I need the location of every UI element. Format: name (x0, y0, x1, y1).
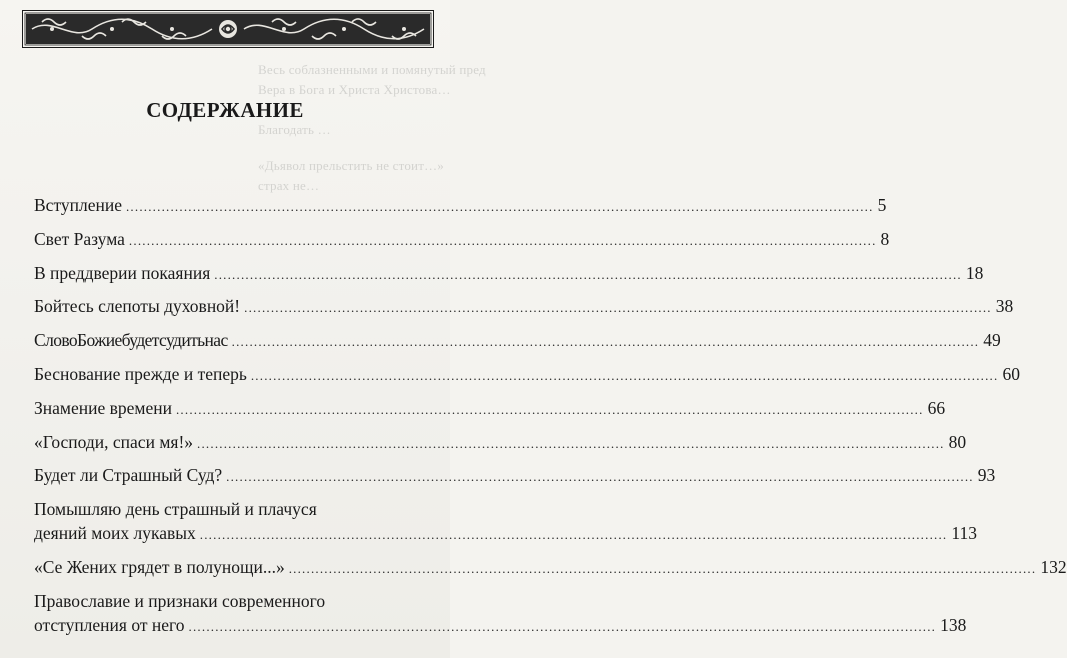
toc-entry-title: Беснование прежде и теперь (34, 363, 247, 384)
toc-page-number: 132 (1040, 556, 1067, 577)
dot-leader (251, 366, 999, 386)
toc-entry[interactable] (34, 227, 890, 251)
toc-entry-title-line1: Православие и признаки современного (34, 590, 326, 611)
toc-entry-title: Бойтесь слепоты духовной! (34, 296, 241, 317)
toc-page-number: 113 (951, 523, 977, 544)
toc-entry[interactable] (34, 430, 967, 454)
toc-entry-title: В преддверии покаяния (34, 262, 211, 283)
dot-leader (200, 525, 948, 545)
dot-leader (289, 559, 1037, 579)
toc-entry-title: Свет Разума (34, 228, 125, 249)
toc-entry-last-line (34, 521, 977, 545)
toc-page-number: 49 (983, 330, 1001, 351)
dot-leader (226, 467, 974, 487)
bleed-through-line: «Дьявол прельстить не стоит…» (258, 158, 444, 173)
dot-leader (176, 400, 924, 420)
toc-entry-title: «Се Жених грядет в полунощи...» (34, 556, 285, 577)
dot-leader (214, 265, 962, 285)
toc-page-number: 38 (995, 296, 1014, 317)
dot-leader (197, 434, 945, 454)
dot-leader (129, 231, 877, 251)
toc-entry-multiline[interactable] (34, 589, 967, 637)
toc-entry[interactable] (34, 396, 946, 420)
toc-entry[interactable] (34, 362, 1020, 386)
toc-page-number: 80 (948, 431, 967, 452)
dot-leader (189, 617, 937, 637)
toc-entry-multiline[interactable] (34, 497, 977, 545)
bleed-through-line: Весь соблазненными и помянутый пред (258, 62, 486, 77)
toc-page-number: 5 (877, 195, 887, 215)
toc-entry-last-line (34, 613, 967, 637)
toc-entry-title: «Господи, спаси мя!» (34, 431, 194, 452)
toc-entry-title: СловоБожиебудетсудитьнас (34, 330, 228, 351)
bleed-through-line: Благодать … (258, 122, 331, 137)
toc-page-number: 138 (940, 614, 967, 635)
toc-entry-title: Будет ли Страшный Суд? (34, 465, 223, 486)
dot-leader (244, 298, 992, 318)
toc-entry[interactable] (34, 261, 984, 285)
table-of-contents (34, 193, 1067, 647)
bleed-through-line: страх не… (258, 178, 320, 193)
toc-entry[interactable] (34, 328, 1001, 352)
dot-leader (126, 197, 874, 217)
toc-entry[interactable] (34, 555, 1067, 579)
dot-leader (232, 332, 980, 352)
toc-entry[interactable] (34, 294, 1014, 318)
toc-entry[interactable] (34, 463, 996, 487)
toc-page-number: 60 (1002, 363, 1020, 384)
toc-entry-title: Знамение времени (34, 397, 172, 418)
toc-entry[interactable] (34, 193, 887, 217)
toc-entry-title-line1: Помышляю день страшный и плачуся (34, 499, 317, 520)
toc-page-number: 93 (977, 465, 996, 486)
toc-entry-title-line2: деяний моих лукавых (34, 523, 196, 544)
toc-page-number: 66 (927, 397, 946, 418)
toc-entry-title: Вступление (34, 195, 122, 215)
toc-page-number: 18 (965, 262, 984, 283)
bleed-through-line: Вера в Бога и Христа Христова… (258, 82, 451, 97)
page-title: СОДЕРЖАНИЕ (146, 98, 304, 122)
toc-page-number: 8 (880, 228, 890, 249)
toc-entry-title-line2: отступления от него (34, 614, 185, 635)
decorative-header-ornament (22, 10, 434, 48)
